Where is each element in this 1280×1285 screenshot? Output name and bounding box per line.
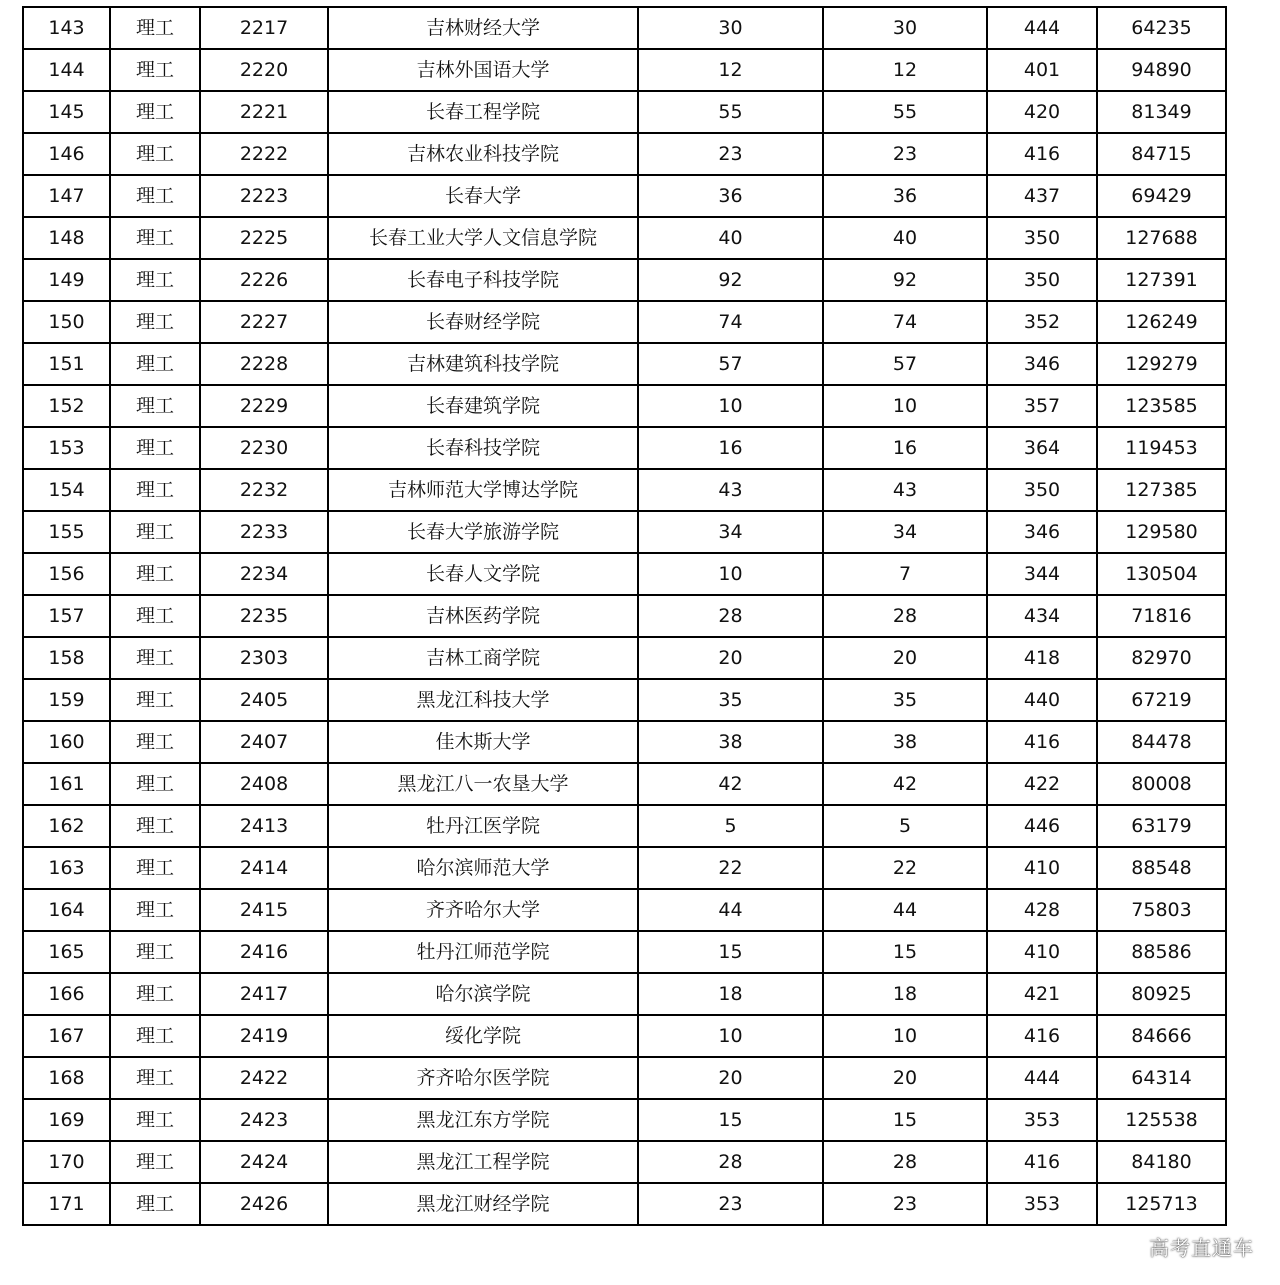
table-row [23, 721, 1226, 763]
admitted-count-cell: 18 [823, 973, 987, 1015]
subject-category-cell: 理工 [110, 1015, 200, 1057]
school-code-cell: 2230 [200, 427, 328, 469]
admission-table-container [22, 6, 1227, 1226]
plan-count-cell: 22 [638, 847, 823, 889]
plan-count-cell: 57 [638, 343, 823, 385]
subject-category-cell: 理工 [110, 595, 200, 637]
plan-count-cell: 10 [638, 385, 823, 427]
school-name-cell: 黑龙江八一农垦大学 [328, 763, 638, 805]
school-name-cell: 长春电子科技学院 [328, 259, 638, 301]
school-code-cell: 2235 [200, 595, 328, 637]
admitted-count-cell: 16 [823, 427, 987, 469]
admitted-count-cell: 28 [823, 1141, 987, 1183]
subject-category-cell: 理工 [110, 301, 200, 343]
plan-count-cell: 34 [638, 511, 823, 553]
plan-count-cell: 15 [638, 931, 823, 973]
school-code-cell: 2226 [200, 259, 328, 301]
table-row [23, 91, 1226, 133]
min-score-cell: 416 [987, 1141, 1097, 1183]
row-index-cell: 161 [23, 763, 110, 805]
subject-category-cell: 理工 [110, 973, 200, 1015]
min-score-cell: 422 [987, 763, 1097, 805]
min-score-cell: 346 [987, 511, 1097, 553]
school-code-cell: 2408 [200, 763, 328, 805]
min-rank-cell: 84715 [1097, 133, 1226, 175]
school-code-cell: 2234 [200, 553, 328, 595]
admitted-count-cell: 7 [823, 553, 987, 595]
plan-count-cell: 5 [638, 805, 823, 847]
row-index-cell: 167 [23, 1015, 110, 1057]
min-rank-cell: 127385 [1097, 469, 1226, 511]
min-rank-cell: 69429 [1097, 175, 1226, 217]
plan-count-cell: 38 [638, 721, 823, 763]
admitted-count-cell: 15 [823, 1099, 987, 1141]
min-rank-cell: 94890 [1097, 49, 1226, 91]
min-rank-cell: 126249 [1097, 301, 1226, 343]
table-row [23, 217, 1226, 259]
min-rank-cell: 75803 [1097, 889, 1226, 931]
min-score-cell: 353 [987, 1183, 1097, 1225]
min-score-cell: 344 [987, 553, 1097, 595]
row-index-cell: 171 [23, 1183, 110, 1225]
school-code-cell: 2422 [200, 1057, 328, 1099]
school-code-cell: 2423 [200, 1099, 328, 1141]
subject-category-cell: 理工 [110, 889, 200, 931]
plan-count-cell: 20 [638, 1057, 823, 1099]
table-row [23, 889, 1226, 931]
subject-category-cell: 理工 [110, 343, 200, 385]
plan-count-cell: 28 [638, 595, 823, 637]
admitted-count-cell: 23 [823, 1183, 987, 1225]
school-name-cell: 吉林建筑科技学院 [328, 343, 638, 385]
admitted-count-cell: 55 [823, 91, 987, 133]
watermark-text: 高考直通车 [1149, 1236, 1254, 1260]
school-code-cell: 2414 [200, 847, 328, 889]
row-index-cell: 146 [23, 133, 110, 175]
subject-category-cell: 理工 [110, 1141, 200, 1183]
subject-category-cell: 理工 [110, 259, 200, 301]
school-code-cell: 2413 [200, 805, 328, 847]
admitted-count-cell: 34 [823, 511, 987, 553]
plan-count-cell: 10 [638, 1015, 823, 1057]
table-row [23, 1015, 1226, 1057]
table-row [23, 427, 1226, 469]
school-code-cell: 2225 [200, 217, 328, 259]
admitted-count-cell: 23 [823, 133, 987, 175]
row-index-cell: 158 [23, 637, 110, 679]
subject-category-cell: 理工 [110, 511, 200, 553]
min-score-cell: 352 [987, 301, 1097, 343]
min-score-cell: 446 [987, 805, 1097, 847]
min-rank-cell: 129279 [1097, 343, 1226, 385]
min-score-cell: 357 [987, 385, 1097, 427]
table-row [23, 1099, 1226, 1141]
row-index-cell: 154 [23, 469, 110, 511]
row-index-cell: 160 [23, 721, 110, 763]
row-index-cell: 150 [23, 301, 110, 343]
table-row [23, 511, 1226, 553]
min-rank-cell: 84666 [1097, 1015, 1226, 1057]
min-rank-cell: 82970 [1097, 637, 1226, 679]
min-rank-cell: 63179 [1097, 805, 1226, 847]
school-code-cell: 2229 [200, 385, 328, 427]
min-rank-cell: 84180 [1097, 1141, 1226, 1183]
table-row [23, 679, 1226, 721]
plan-count-cell: 15 [638, 1099, 823, 1141]
admitted-count-cell: 22 [823, 847, 987, 889]
school-name-cell: 长春建筑学院 [328, 385, 638, 427]
school-code-cell: 2232 [200, 469, 328, 511]
school-name-cell: 吉林医药学院 [328, 595, 638, 637]
table-row [23, 469, 1226, 511]
row-index-cell: 153 [23, 427, 110, 469]
plan-count-cell: 43 [638, 469, 823, 511]
subject-category-cell: 理工 [110, 7, 200, 49]
row-index-cell: 149 [23, 259, 110, 301]
min-score-cell: 418 [987, 637, 1097, 679]
admitted-count-cell: 40 [823, 217, 987, 259]
subject-category-cell: 理工 [110, 91, 200, 133]
school-name-cell: 长春大学旅游学院 [328, 511, 638, 553]
min-rank-cell: 71816 [1097, 595, 1226, 637]
min-rank-cell: 127688 [1097, 217, 1226, 259]
table-row [23, 595, 1226, 637]
min-rank-cell: 125538 [1097, 1099, 1226, 1141]
school-name-cell: 长春工业大学人文信息学院 [328, 217, 638, 259]
school-name-cell: 哈尔滨师范大学 [328, 847, 638, 889]
row-index-cell: 155 [23, 511, 110, 553]
admitted-count-cell: 57 [823, 343, 987, 385]
min-rank-cell: 80925 [1097, 973, 1226, 1015]
row-index-cell: 157 [23, 595, 110, 637]
row-index-cell: 145 [23, 91, 110, 133]
admitted-count-cell: 42 [823, 763, 987, 805]
subject-category-cell: 理工 [110, 469, 200, 511]
plan-count-cell: 18 [638, 973, 823, 1015]
table-row [23, 637, 1226, 679]
row-index-cell: 147 [23, 175, 110, 217]
subject-category-cell: 理工 [110, 385, 200, 427]
min-rank-cell: 80008 [1097, 763, 1226, 805]
admission-table [22, 6, 1227, 1226]
school-code-cell: 2233 [200, 511, 328, 553]
school-code-cell: 2222 [200, 133, 328, 175]
school-name-cell: 吉林财经大学 [328, 7, 638, 49]
admitted-count-cell: 43 [823, 469, 987, 511]
min-rank-cell: 88548 [1097, 847, 1226, 889]
subject-category-cell: 理工 [110, 217, 200, 259]
school-code-cell: 2303 [200, 637, 328, 679]
table-row [23, 301, 1226, 343]
min-score-cell: 350 [987, 259, 1097, 301]
plan-count-cell: 44 [638, 889, 823, 931]
min-rank-cell: 88586 [1097, 931, 1226, 973]
subject-category-cell: 理工 [110, 847, 200, 889]
min-rank-cell: 125713 [1097, 1183, 1226, 1225]
min-score-cell: 410 [987, 931, 1097, 973]
school-code-cell: 2416 [200, 931, 328, 973]
table-row [23, 49, 1226, 91]
row-index-cell: 170 [23, 1141, 110, 1183]
min-rank-cell: 64235 [1097, 7, 1226, 49]
subject-category-cell: 理工 [110, 133, 200, 175]
school-code-cell: 2228 [200, 343, 328, 385]
subject-category-cell: 理工 [110, 1057, 200, 1099]
row-index-cell: 151 [23, 343, 110, 385]
plan-count-cell: 20 [638, 637, 823, 679]
school-name-cell: 齐齐哈尔大学 [328, 889, 638, 931]
min-score-cell: 364 [987, 427, 1097, 469]
school-name-cell: 长春工程学院 [328, 91, 638, 133]
admitted-count-cell: 10 [823, 385, 987, 427]
min-rank-cell: 84478 [1097, 721, 1226, 763]
subject-category-cell: 理工 [110, 679, 200, 721]
min-score-cell: 421 [987, 973, 1097, 1015]
min-rank-cell: 67219 [1097, 679, 1226, 721]
table-row [23, 259, 1226, 301]
school-name-cell: 黑龙江工程学院 [328, 1141, 638, 1183]
school-code-cell: 2227 [200, 301, 328, 343]
plan-count-cell: 42 [638, 763, 823, 805]
plan-count-cell: 16 [638, 427, 823, 469]
row-index-cell: 168 [23, 1057, 110, 1099]
school-code-cell: 2221 [200, 91, 328, 133]
school-name-cell: 牡丹江医学院 [328, 805, 638, 847]
table-row [23, 847, 1226, 889]
table-row [23, 973, 1226, 1015]
row-index-cell: 152 [23, 385, 110, 427]
school-name-cell: 吉林外国语大学 [328, 49, 638, 91]
plan-count-cell: 10 [638, 553, 823, 595]
min-score-cell: 444 [987, 7, 1097, 49]
subject-category-cell: 理工 [110, 637, 200, 679]
table-row [23, 133, 1226, 175]
min-score-cell: 434 [987, 595, 1097, 637]
plan-count-cell: 40 [638, 217, 823, 259]
school-name-cell: 齐齐哈尔医学院 [328, 1057, 638, 1099]
min-score-cell: 401 [987, 49, 1097, 91]
min-score-cell: 428 [987, 889, 1097, 931]
school-code-cell: 2417 [200, 973, 328, 1015]
school-code-cell: 2405 [200, 679, 328, 721]
school-name-cell: 黑龙江东方学院 [328, 1099, 638, 1141]
table-row [23, 931, 1226, 973]
school-name-cell: 哈尔滨学院 [328, 973, 638, 1015]
row-index-cell: 156 [23, 553, 110, 595]
school-name-cell: 佳木斯大学 [328, 721, 638, 763]
min-rank-cell: 123585 [1097, 385, 1226, 427]
row-index-cell: 159 [23, 679, 110, 721]
school-code-cell: 2217 [200, 7, 328, 49]
school-name-cell: 吉林师范大学博达学院 [328, 469, 638, 511]
admitted-count-cell: 30 [823, 7, 987, 49]
min-score-cell: 346 [987, 343, 1097, 385]
min-score-cell: 416 [987, 133, 1097, 175]
school-name-cell: 黑龙江科技大学 [328, 679, 638, 721]
admitted-count-cell: 15 [823, 931, 987, 973]
min-rank-cell: 127391 [1097, 259, 1226, 301]
plan-count-cell: 12 [638, 49, 823, 91]
school-code-cell: 2426 [200, 1183, 328, 1225]
admitted-count-cell: 28 [823, 595, 987, 637]
admitted-count-cell: 38 [823, 721, 987, 763]
subject-category-cell: 理工 [110, 721, 200, 763]
subject-category-cell: 理工 [110, 931, 200, 973]
school-code-cell: 2419 [200, 1015, 328, 1057]
school-name-cell: 长春科技学院 [328, 427, 638, 469]
min-score-cell: 440 [987, 679, 1097, 721]
plan-count-cell: 36 [638, 175, 823, 217]
table-row [23, 553, 1226, 595]
subject-category-cell: 理工 [110, 427, 200, 469]
subject-category-cell: 理工 [110, 1183, 200, 1225]
min-score-cell: 420 [987, 91, 1097, 133]
plan-count-cell: 23 [638, 133, 823, 175]
admitted-count-cell: 35 [823, 679, 987, 721]
min-rank-cell: 81349 [1097, 91, 1226, 133]
school-code-cell: 2223 [200, 175, 328, 217]
table-row [23, 175, 1226, 217]
table-body [23, 7, 1226, 1225]
subject-category-cell: 理工 [110, 553, 200, 595]
subject-category-cell: 理工 [110, 805, 200, 847]
school-name-cell: 长春财经学院 [328, 301, 638, 343]
row-index-cell: 143 [23, 7, 110, 49]
table-row [23, 763, 1226, 805]
school-code-cell: 2407 [200, 721, 328, 763]
admitted-count-cell: 20 [823, 1057, 987, 1099]
table-row [23, 1057, 1226, 1099]
subject-category-cell: 理工 [110, 763, 200, 805]
table-row [23, 1183, 1226, 1225]
plan-count-cell: 92 [638, 259, 823, 301]
plan-count-cell: 35 [638, 679, 823, 721]
admitted-count-cell: 12 [823, 49, 987, 91]
school-name-cell: 吉林农业科技学院 [328, 133, 638, 175]
min-score-cell: 410 [987, 847, 1097, 889]
plan-count-cell: 55 [638, 91, 823, 133]
admitted-count-cell: 36 [823, 175, 987, 217]
subject-category-cell: 理工 [110, 49, 200, 91]
min-score-cell: 350 [987, 217, 1097, 259]
admitted-count-cell: 74 [823, 301, 987, 343]
plan-count-cell: 23 [638, 1183, 823, 1225]
plan-count-cell: 28 [638, 1141, 823, 1183]
school-name-cell: 绥化学院 [328, 1015, 638, 1057]
min-score-cell: 416 [987, 721, 1097, 763]
school-name-cell: 牡丹江师范学院 [328, 931, 638, 973]
table-row [23, 1141, 1226, 1183]
row-index-cell: 162 [23, 805, 110, 847]
admitted-count-cell: 20 [823, 637, 987, 679]
admitted-count-cell: 44 [823, 889, 987, 931]
table-row [23, 805, 1226, 847]
min-rank-cell: 64314 [1097, 1057, 1226, 1099]
table-row [23, 343, 1226, 385]
plan-count-cell: 30 [638, 7, 823, 49]
min-rank-cell: 130504 [1097, 553, 1226, 595]
school-name-cell: 长春人文学院 [328, 553, 638, 595]
row-index-cell: 144 [23, 49, 110, 91]
school-code-cell: 2220 [200, 49, 328, 91]
admitted-count-cell: 10 [823, 1015, 987, 1057]
min-rank-cell: 129580 [1097, 511, 1226, 553]
row-index-cell: 165 [23, 931, 110, 973]
row-index-cell: 166 [23, 973, 110, 1015]
school-name-cell: 吉林工商学院 [328, 637, 638, 679]
school-name-cell: 黑龙江财经学院 [328, 1183, 638, 1225]
school-name-cell: 长春大学 [328, 175, 638, 217]
row-index-cell: 164 [23, 889, 110, 931]
row-index-cell: 148 [23, 217, 110, 259]
admitted-count-cell: 5 [823, 805, 987, 847]
row-index-cell: 169 [23, 1099, 110, 1141]
min-score-cell: 437 [987, 175, 1097, 217]
min-score-cell: 416 [987, 1015, 1097, 1057]
admitted-count-cell: 92 [823, 259, 987, 301]
min-score-cell: 353 [987, 1099, 1097, 1141]
row-index-cell: 163 [23, 847, 110, 889]
plan-count-cell: 74 [638, 301, 823, 343]
min-score-cell: 350 [987, 469, 1097, 511]
subject-category-cell: 理工 [110, 175, 200, 217]
school-code-cell: 2424 [200, 1141, 328, 1183]
table-row [23, 7, 1226, 49]
school-code-cell: 2415 [200, 889, 328, 931]
subject-category-cell: 理工 [110, 1099, 200, 1141]
min-score-cell: 444 [987, 1057, 1097, 1099]
min-rank-cell: 119453 [1097, 427, 1226, 469]
table-row [23, 385, 1226, 427]
